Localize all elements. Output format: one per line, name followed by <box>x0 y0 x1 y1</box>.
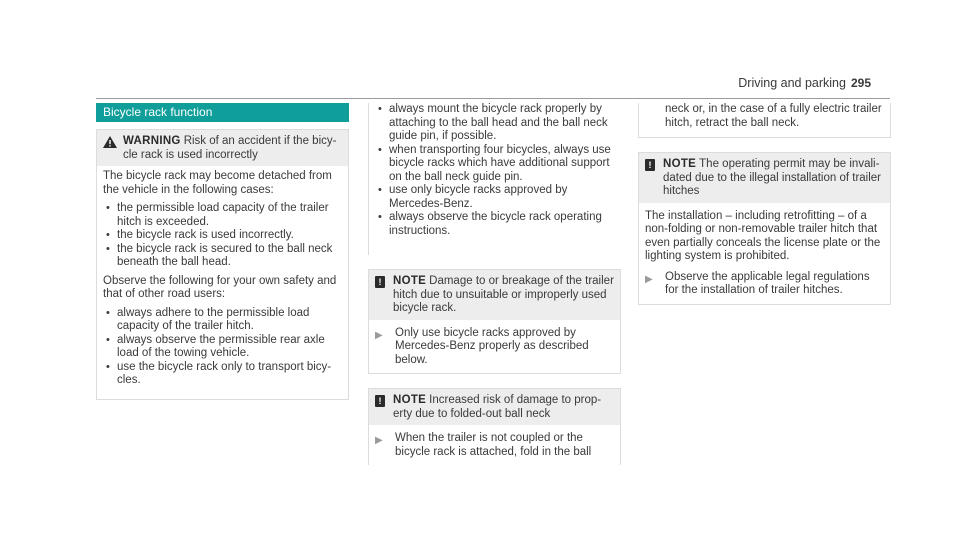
warning-box <box>96 129 349 400</box>
continued-note <box>638 103 891 138</box>
exclamation-box-icon: ! <box>645 159 655 171</box>
note-box <box>368 269 621 374</box>
instruction-arrow-icon: ▶ <box>375 329 383 341</box>
list-item: • the permissible load capacity of the trailer hitch is exceeded. <box>103 202 342 229</box>
exclamation-box-icon: ! <box>375 395 385 407</box>
note-box <box>368 388 621 465</box>
column-3 <box>638 103 891 305</box>
note-box <box>638 152 891 305</box>
warning-header <box>97 130 348 166</box>
list-item: • always mount the bicycle rack properly by attaching to the ball head and the ball neck guide pin, if possible. <box>375 103 615 144</box>
list-item: • always adhere to the permissible load capacity of the trailer hitch. <box>103 307 342 334</box>
continued-instruction: neck or, in the case of a fully electric trailer hitch, retract the ball neck. <box>665 103 882 129</box>
note-keyword: NOTE <box>393 394 427 406</box>
page-number: 295 <box>850 76 871 90</box>
paragraph: Observe the following for your own safety and that of other road users: <box>103 274 337 300</box>
warning-keyword: WARNING <box>123 135 181 147</box>
running-header <box>738 76 871 90</box>
list-item: • the bicycle rack is secured to the ball neck beneath the ball head. <box>103 243 342 270</box>
note-keyword: NOTE <box>663 158 697 170</box>
column-2 <box>368 103 621 465</box>
list-item: • always observe the permissible rear axle load of the towing vehicle. <box>103 334 342 361</box>
note-header <box>369 389 620 425</box>
list-item: • when transporting four bicycles, always use bicycle racks which have additional support on the ball neck guide pin. <box>375 144 615 185</box>
list-item: • use only bicycle racks approved by Mercedes-Benz. <box>375 184 615 211</box>
header-rule <box>96 98 890 99</box>
instruction-text: When the trailer is not coupled or the bicycle rack is attached, fold in the ball <box>395 432 592 458</box>
continued-warning <box>368 103 621 255</box>
bullet-list <box>103 202 342 270</box>
paragraph: The bicycle rack may become detached from the vehicle in the following cases: <box>103 170 332 196</box>
instruction-text: Only use bicycle racks approved by Mercedes-Benz properly as described below. <box>395 326 589 366</box>
exclamation-box-icon: ! <box>375 276 385 288</box>
note-text: Damage to or breakage of the trailer hitch due to unsuitable or improperly used bicycle rack. <box>393 275 614 314</box>
note-keyword: NOTE <box>393 275 427 287</box>
column-1 <box>96 103 349 400</box>
bullet-list <box>375 103 615 238</box>
section-title: Bicycle rack function <box>96 103 349 122</box>
note-header <box>639 153 890 203</box>
chapter-title: Driving and parking <box>738 76 846 90</box>
bullet-list <box>103 307 342 388</box>
list-item: • always observe the bicycle rack operating instructions. <box>375 211 615 238</box>
warning-text: Risk of an accident if the bicy-cle rack is used incorrectly <box>123 135 337 161</box>
list-item: • use the bicycle rack only to transport bicy-cles. <box>103 361 342 388</box>
note-text: Increased risk of damage to prop-erty due to folded-out ball neck <box>393 394 602 420</box>
note-text: The operating permit may be invali-dated due to the illegal installation of trailer hitches <box>663 158 882 197</box>
list-item: • the bicycle rack is used incorrectly. <box>103 229 342 243</box>
instruction-arrow-icon: ▶ <box>645 273 653 285</box>
note-body: The installation – including retrofitting – of a non-folding or non-removable trailer hitch that even partially conceals the license plate or the lighting system is prohibited. <box>645 209 881 262</box>
note-header <box>369 270 620 320</box>
instruction-text: Observe the applicable legal regulations for the installation of trailer hitches. <box>665 270 870 296</box>
instruction-arrow-icon: ▶ <box>375 435 383 446</box>
warning-triangle-icon <box>103 136 117 153</box>
